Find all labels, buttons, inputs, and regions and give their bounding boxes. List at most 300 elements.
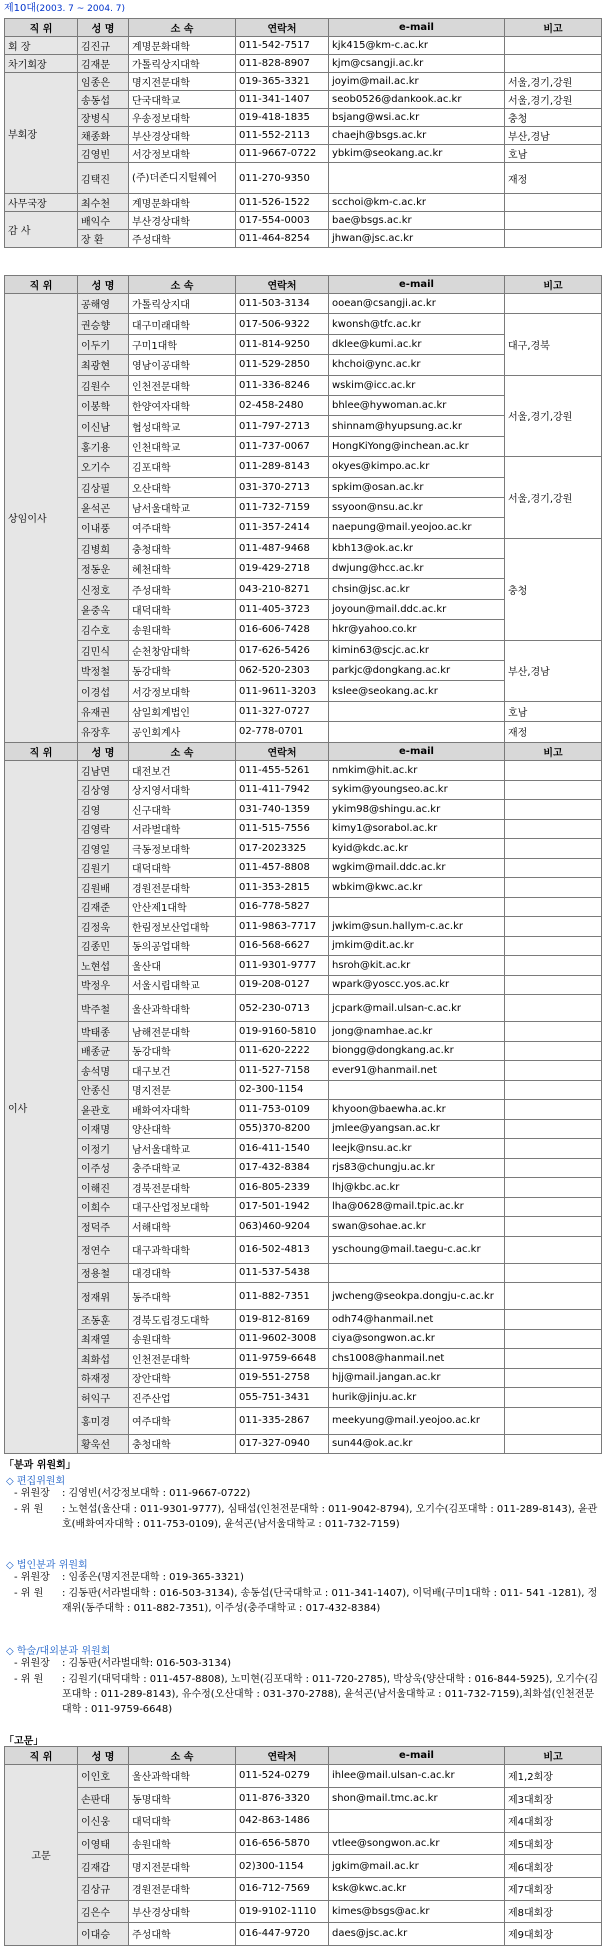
- member-name: 배익수: [78, 212, 129, 230]
- member-note: 서울,경기,강원: [505, 91, 602, 109]
- member-phone: 052-230-0713: [236, 995, 329, 1022]
- member-email: swan@sohae.ac.kr: [329, 1217, 505, 1237]
- member-note: [505, 1100, 602, 1120]
- member-name: 이영태: [78, 1832, 129, 1855]
- member-note: [505, 1080, 602, 1100]
- member-affiliation: 울산과학대학: [129, 995, 236, 1022]
- table-row: [5, 1100, 602, 1120]
- member-name: 송동섭: [78, 91, 129, 109]
- member-name: 장 환: [78, 230, 129, 248]
- member-name: 김정욱: [78, 917, 129, 937]
- member-phone: 019-418-1835: [236, 109, 329, 127]
- member-name: 배종균: [78, 1041, 129, 1061]
- member-phone: 031-370-2713: [236, 477, 329, 497]
- member-name: 공해영: [78, 294, 129, 314]
- table-row: [5, 1022, 602, 1042]
- member-phone: 011-542-7517: [236, 37, 329, 55]
- member-name: 윤중옥: [78, 599, 129, 619]
- member-phone: 017-501-1942: [236, 1197, 329, 1217]
- table-row: [5, 1349, 602, 1369]
- table-row: [5, 55, 602, 73]
- member-note: [505, 1283, 602, 1310]
- member-phone: 011-270-9350: [236, 163, 329, 194]
- member-phone: 011-455-5261: [236, 761, 329, 781]
- member-email: odh74@hanmail.net: [329, 1310, 505, 1330]
- member-affiliation: 혜천대학: [129, 559, 236, 579]
- member-affiliation: 명지전문: [129, 1080, 236, 1100]
- member-note: [505, 1310, 602, 1330]
- member-phone: 062-520-2303: [236, 661, 329, 681]
- member-phone: 016-606-7428: [236, 620, 329, 640]
- member-name: 정덕주: [78, 1217, 129, 1237]
- member-email: khyoon@baewha.ac.kr: [329, 1100, 505, 1120]
- member-name: 정동운: [78, 559, 129, 579]
- region-note: 대구,경북: [505, 314, 602, 375]
- member-affiliation: 양산대학: [129, 1119, 236, 1139]
- member-email: sykim@youngseo.ac.kr: [329, 780, 505, 800]
- member-name: 김상규: [78, 1877, 129, 1900]
- member-affiliation: 계명문화대학: [129, 194, 236, 212]
- table-row: [5, 457, 602, 477]
- member-note: [505, 1119, 602, 1139]
- member-email: wskim@icc.ac.kr: [329, 375, 505, 395]
- member-email: jwcheng@seokpa.dongju-c.ac.kr: [329, 1283, 505, 1310]
- member-affiliation: 대구보건: [129, 1061, 236, 1081]
- member-note: 제5대회장: [505, 1832, 602, 1855]
- member-name: 이봉학: [78, 395, 129, 415]
- member-email: dklee@kumi.ac.kr: [329, 334, 505, 354]
- member-affiliation: 울산과학대학: [129, 1765, 236, 1788]
- table-row: [5, 1329, 602, 1349]
- member-phone: 017-2023325: [236, 839, 329, 859]
- table-row: [5, 1158, 602, 1178]
- member-note: [505, 294, 602, 314]
- member-email: kwonsh@tfc.ac.kr: [329, 314, 505, 334]
- member-phone: 011-335-2867: [236, 1407, 329, 1434]
- header-role: 직 위: [5, 743, 78, 761]
- table-row: [5, 1236, 602, 1263]
- member-phone: 011-353-2815: [236, 878, 329, 898]
- table-row: [5, 701, 602, 721]
- member-name: 유재권: [78, 701, 129, 721]
- table-row: [5, 1877, 602, 1900]
- member-email: spkim@osan.ac.kr: [329, 477, 505, 497]
- committee-title: ◇ 편집위원회: [6, 1476, 66, 1487]
- member-phone: 011-9759-6648: [236, 1349, 329, 1369]
- member-affiliation: 서강정보대학: [129, 145, 236, 163]
- member-name: 정재위: [78, 1283, 129, 1310]
- chair-label: - 위원장: [14, 1572, 50, 1583]
- table-row: [5, 858, 602, 878]
- member-name: 이재명: [78, 1119, 129, 1139]
- member-name: 이신웅: [78, 1810, 129, 1833]
- member-phone: 019-9102-1110: [236, 1900, 329, 1923]
- member-phone: 011-327-0727: [236, 701, 329, 721]
- table-row: [5, 1407, 602, 1434]
- member-phone: 042-863-1486: [236, 1810, 329, 1833]
- member-email: chaejh@bsgs.ac.kr: [329, 127, 505, 145]
- member-email: [329, 163, 505, 194]
- header-role: 직 위: [5, 19, 78, 37]
- table-row: [5, 1787, 602, 1810]
- member-name: 김종민: [78, 936, 129, 956]
- member-name: 최수천: [78, 194, 129, 212]
- role-cell: 회 장: [5, 37, 78, 55]
- member-phone: 011-552-2113: [236, 127, 329, 145]
- member-affiliation: 동명대학: [129, 1787, 236, 1810]
- member-phone: 019-9160-5810: [236, 1022, 329, 1042]
- member-note: 제7대회장: [505, 1877, 602, 1900]
- table-row: [5, 37, 602, 55]
- member-phone: 019-429-2718: [236, 559, 329, 579]
- member-phone: 011-405-3723: [236, 599, 329, 619]
- member-note: [505, 1197, 602, 1217]
- member-phone: 019-551-2758: [236, 1368, 329, 1388]
- member-note: [505, 858, 602, 878]
- table-row: [5, 897, 602, 917]
- member-name: 채종화: [78, 127, 129, 145]
- member-name: 이인호: [78, 1765, 129, 1788]
- table-row: [5, 1119, 602, 1139]
- table-row: [5, 1041, 602, 1061]
- member-name: 이주성: [78, 1158, 129, 1178]
- member-affiliation: 진주산업: [129, 1388, 236, 1408]
- member-affiliation: 영남이공대학: [129, 355, 236, 375]
- member-affiliation: 상지영서대학: [129, 780, 236, 800]
- member-note: 호남: [505, 145, 602, 163]
- member-affiliation: 서강정보대학: [129, 681, 236, 701]
- member-note: [505, 761, 602, 781]
- table-row: [5, 1368, 602, 1388]
- member-email: HongKiYong@inchean.ac.kr: [329, 436, 505, 456]
- member-email: nmkim@hit.ac.kr: [329, 761, 505, 781]
- member-note: [505, 956, 602, 976]
- member-email: kbh13@ok.ac.kr: [329, 538, 505, 558]
- member-affiliation: 장안대학: [129, 1368, 236, 1388]
- chair-label: - 위원장: [14, 1488, 50, 1499]
- member-note: [505, 1434, 602, 1454]
- member-note: [505, 1217, 602, 1237]
- member-email: hurik@jinju.ac.kr: [329, 1388, 505, 1408]
- member-note: [505, 1178, 602, 1198]
- member-name: 이희수: [78, 1197, 129, 1217]
- member-note: [505, 1061, 602, 1081]
- member-name: 유장후: [78, 722, 129, 742]
- member-affiliation: 경원전문대학: [129, 878, 236, 898]
- member-note: [505, 936, 602, 956]
- member-note: [505, 1041, 602, 1061]
- member-label: - 위 원: [14, 1588, 44, 1599]
- table-row: [5, 1310, 602, 1330]
- table-row: [5, 975, 602, 995]
- member-affiliation: 송원대학: [129, 1832, 236, 1855]
- member-phone: 016-805-2339: [236, 1178, 329, 1198]
- member-phone: 011-524-0279: [236, 1765, 329, 1788]
- table-row: [5, 800, 602, 820]
- table-row: [5, 314, 602, 334]
- header-note: 비고: [505, 276, 602, 294]
- member-note: 충청: [505, 109, 602, 127]
- header-name: 성 명: [78, 1747, 129, 1765]
- member-phone: 011-357-2414: [236, 518, 329, 538]
- member-affiliation: 서라벌대학: [129, 819, 236, 839]
- header-email: e-mail: [329, 1747, 505, 1765]
- member-name: 김재준: [78, 897, 129, 917]
- header-role: 직 위: [5, 1747, 78, 1765]
- member-name: 김원기: [78, 858, 129, 878]
- member-note: [505, 917, 602, 937]
- member-note: [505, 1236, 602, 1263]
- member-email: [329, 1810, 505, 1833]
- member-name: 박정철: [78, 661, 129, 681]
- member-phone: 055)370-8200: [236, 1119, 329, 1139]
- member-name: 김상필: [78, 477, 129, 497]
- member-name: 김재문: [78, 55, 129, 73]
- member-name: 이정기: [78, 1139, 129, 1159]
- table-row: [5, 1217, 602, 1237]
- member-phone: 011-9863-7717: [236, 917, 329, 937]
- member-email: shinnam@hyupsung.ac.kr: [329, 416, 505, 436]
- member-affiliation: 남해전문대학: [129, 1022, 236, 1042]
- member-affiliation: 대구산업정보대학: [129, 1197, 236, 1217]
- member-phone: 011-9667-0722: [236, 145, 329, 163]
- header-affiliation: 소 속: [129, 276, 236, 294]
- member-note: [505, 1407, 602, 1434]
- member-affiliation: 송원대학: [129, 620, 236, 640]
- member-note: [505, 194, 602, 212]
- member-phone: 011-515-7556: [236, 819, 329, 839]
- member-name: 이신남: [78, 416, 129, 436]
- member-phone: 031-740-1359: [236, 800, 329, 820]
- member-note: [505, 878, 602, 898]
- member-affiliation: 가톨릭상지대: [129, 294, 236, 314]
- table-row: [5, 1832, 602, 1855]
- member-note: [505, 1022, 602, 1042]
- header-phone: 연락처: [236, 19, 329, 37]
- member-name: 김재갑: [78, 1855, 129, 1878]
- table-row: [5, 1434, 602, 1454]
- table-row: [5, 230, 602, 248]
- member-affiliation: 부산경상대학: [129, 212, 236, 230]
- member-phone: 011-9301-9777: [236, 956, 329, 976]
- member-email: kimin63@scjc.ac.kr: [329, 640, 505, 660]
- member-name: 김민식: [78, 640, 129, 660]
- member-name: 하재정: [78, 1368, 129, 1388]
- member-note: 제1,2회장: [505, 1765, 602, 1788]
- member-email: joyim@mail.ac.kr: [329, 73, 505, 91]
- member-affiliation: 동의공업대학: [129, 936, 236, 956]
- member-note: [505, 897, 602, 917]
- member-phone: 02-458-2480: [236, 395, 329, 415]
- table-row: [5, 538, 602, 558]
- member-phone: 017-432-8384: [236, 1158, 329, 1178]
- header-name: 성 명: [78, 19, 129, 37]
- member-name: 오기수: [78, 457, 129, 477]
- member-name: 이두기: [78, 334, 129, 354]
- member-note: [505, 975, 602, 995]
- role-cell: 부회장: [5, 73, 78, 194]
- member-affiliation: 충청대학: [129, 1434, 236, 1454]
- member-email: hkr@yahoo.co.kr: [329, 620, 505, 640]
- member-name: 황욱선: [78, 1434, 129, 1454]
- table-row: [5, 73, 602, 91]
- member-value: : 노현섭(울산대 : 011-9301-9777), 심태섭(인천전문대학 : 011-9042-8794), 오기수(김포대학 : 011-289-8143), 윤관호(배화여자대학 : 011-753-0109), 윤석곤(남서울대학교 : 011-732-7159): [62, 1504, 598, 1530]
- member-name: 손판대: [78, 1787, 129, 1810]
- member-name: 장병식: [78, 109, 129, 127]
- member-email: jmlee@yangsan.ac.kr: [329, 1119, 505, 1139]
- member-name: 김영일: [78, 839, 129, 859]
- table-row: [5, 145, 602, 163]
- member-name: 이해진: [78, 1178, 129, 1198]
- member-email: kyid@kdc.ac.kr: [329, 839, 505, 859]
- member-name: 박정우: [78, 975, 129, 995]
- member-email: chs1008@hanmail.net: [329, 1349, 505, 1369]
- member-name: 김수호: [78, 620, 129, 640]
- member-email: hjj@mail.jangan.ac.kr: [329, 1368, 505, 1388]
- member-affiliation: 안산제1대학: [129, 897, 236, 917]
- member-note: [505, 1368, 602, 1388]
- member-name: 정연수: [78, 1236, 129, 1263]
- table-row: [5, 1139, 602, 1159]
- member-email: ihlee@mail.ulsan-c.ac.kr: [329, 1765, 505, 1788]
- member-affiliation: 여주대학: [129, 518, 236, 538]
- table-row: [5, 878, 602, 898]
- member-email: ybkim@seokang.ac.kr: [329, 145, 505, 163]
- member-phone: 016-568-6627: [236, 936, 329, 956]
- member-phone: 02-300-1154: [236, 1080, 329, 1100]
- table-row: [5, 839, 602, 859]
- member-email: bsjang@wsi.ac.kr: [329, 109, 505, 127]
- advisors-title: 「고문」: [4, 1736, 44, 1747]
- table-row: [5, 375, 602, 395]
- member-phone: 016-411-1540: [236, 1139, 329, 1159]
- role-cell: 사무국장: [5, 194, 78, 212]
- member-affiliation: 여주대학: [129, 1407, 236, 1434]
- member-email: sun44@ok.ac.kr: [329, 1434, 505, 1454]
- member-phone: 011-464-8254: [236, 230, 329, 248]
- member-affiliation: 충주대학교: [129, 1158, 236, 1178]
- committees-title: 「분과 위원회」: [4, 1460, 76, 1471]
- standing-directors-table: [4, 275, 602, 743]
- member-affiliation: 인천대학교: [129, 436, 236, 456]
- header-phone: 연락처: [236, 276, 329, 294]
- member-email: kimes@bsgs@ac.kr: [329, 1900, 505, 1923]
- member-email: kimy1@sorabol.ac.kr: [329, 819, 505, 839]
- member-phone: 011-876-3320: [236, 1787, 329, 1810]
- header-note: 비고: [505, 743, 602, 761]
- member-email: ssyoon@nsu.ac.kr: [329, 497, 505, 517]
- member-note: [505, 819, 602, 839]
- member-affiliation: 부산경상대학: [129, 1900, 236, 1923]
- member-note: [505, 230, 602, 248]
- member-email: jwkim@sun.hallym-c.ac.kr: [329, 917, 505, 937]
- member-phone: 011-9602-3008: [236, 1329, 329, 1349]
- member-email: biongg@dongkang.ac.kr: [329, 1041, 505, 1061]
- member-name: 최재열: [78, 1329, 129, 1349]
- table-row: [5, 995, 602, 1022]
- table-row: [5, 1765, 602, 1788]
- member-note: 제9대회장: [505, 1923, 602, 1946]
- member-affiliation: 김포대학: [129, 457, 236, 477]
- member-name: 김병희: [78, 538, 129, 558]
- header-email: e-mail: [329, 743, 505, 761]
- member-email: rjs83@chungju.ac.kr: [329, 1158, 505, 1178]
- member-email: kjm@csangji.ac.kr: [329, 55, 505, 73]
- member-email: leejk@nsu.ac.kr: [329, 1139, 505, 1159]
- table-row: [5, 127, 602, 145]
- table-row: [5, 1900, 602, 1923]
- member-email: wgkim@mail.ddc.ac.kr: [329, 858, 505, 878]
- member-email: scchoi@km-c.ac.kr: [329, 194, 505, 212]
- member-phone: 011-457-8808: [236, 858, 329, 878]
- member-email: kslee@seokang.ac.kr: [329, 681, 505, 701]
- table-row: [5, 917, 602, 937]
- member-phone: 016-712-7569: [236, 1877, 329, 1900]
- page-title: [4, 2, 125, 16]
- member-name: 임종은: [78, 73, 129, 91]
- member-email: jgkim@mail.ac.kr: [329, 1855, 505, 1878]
- member-name: 이대승: [78, 1923, 129, 1946]
- member-phone: 011-411-7942: [236, 780, 329, 800]
- role-cell: 고문: [5, 1765, 78, 1946]
- member-note: 제3대회장: [505, 1787, 602, 1810]
- member-affiliation: 주성대학: [129, 230, 236, 248]
- member-phone: 011-526-1522: [236, 194, 329, 212]
- member-affiliation: 동강대학: [129, 1041, 236, 1061]
- table-row: [5, 212, 602, 230]
- member-email: wbkim@kwc.ac.kr: [329, 878, 505, 898]
- table-row: [5, 109, 602, 127]
- member-affiliation: 배화여자대학: [129, 1100, 236, 1120]
- member-affiliation: 대경대학: [129, 1263, 236, 1283]
- member-phone: 011-503-3134: [236, 294, 329, 314]
- member-email: ykim98@shingu.ac.kr: [329, 800, 505, 820]
- member-note: [505, 1139, 602, 1159]
- member-name: 윤석곤: [78, 497, 129, 517]
- header-email: e-mail: [329, 19, 505, 37]
- member-affiliation: 대덕대학: [129, 1810, 236, 1833]
- member-name: 신정호: [78, 579, 129, 599]
- member-affiliation: 대덕대학: [129, 599, 236, 619]
- member-affiliation: 한양여자대학: [129, 395, 236, 415]
- member-phone: 043-210-8271: [236, 579, 329, 599]
- member-name: 김은수: [78, 1900, 129, 1923]
- member-affiliation: 계명문화대학: [129, 37, 236, 55]
- member-affiliation: 울산대: [129, 956, 236, 976]
- member-affiliation: 구미1대학: [129, 334, 236, 354]
- member-phone: 017-506-9322: [236, 314, 329, 334]
- member-note: 제4대회장: [505, 1810, 602, 1833]
- member-phone: 011-289-8143: [236, 457, 329, 477]
- region-note: 충청: [505, 538, 602, 640]
- member-phone: 011-527-7158: [236, 1061, 329, 1081]
- member-name: 홍기용: [78, 436, 129, 456]
- member-email: jmkim@dit.ac.kr: [329, 936, 505, 956]
- member-affiliation: 경원전문대학: [129, 1877, 236, 1900]
- member-affiliation: 삼일회계법인: [129, 701, 236, 721]
- member-email: ooean@csangji.ac.kr: [329, 294, 505, 314]
- member-email: shon@mail.tmc.ac.kr: [329, 1787, 505, 1810]
- member-affiliation: 인천전문대학: [129, 1349, 236, 1369]
- member-affiliation: 남서울대학교: [129, 497, 236, 517]
- member-phone: 019-208-0127: [236, 975, 329, 995]
- role-cell: 차기회장: [5, 55, 78, 73]
- table-header-row: [5, 743, 602, 761]
- member-name: 김진규: [78, 37, 129, 55]
- header-affiliation: 소 속: [129, 743, 236, 761]
- table-row: [5, 1810, 602, 1833]
- member-value: : 김동판(서라벌대학 : 016-503-3134), 송동섭(단국대학교 : 011-341-1407), 이덕배(구미1대학 : 011- 541 -1281), 정재위(동주대학 : 011-882-7351), 이주성(충주대학교 : 017-432-8384): [62, 1588, 598, 1614]
